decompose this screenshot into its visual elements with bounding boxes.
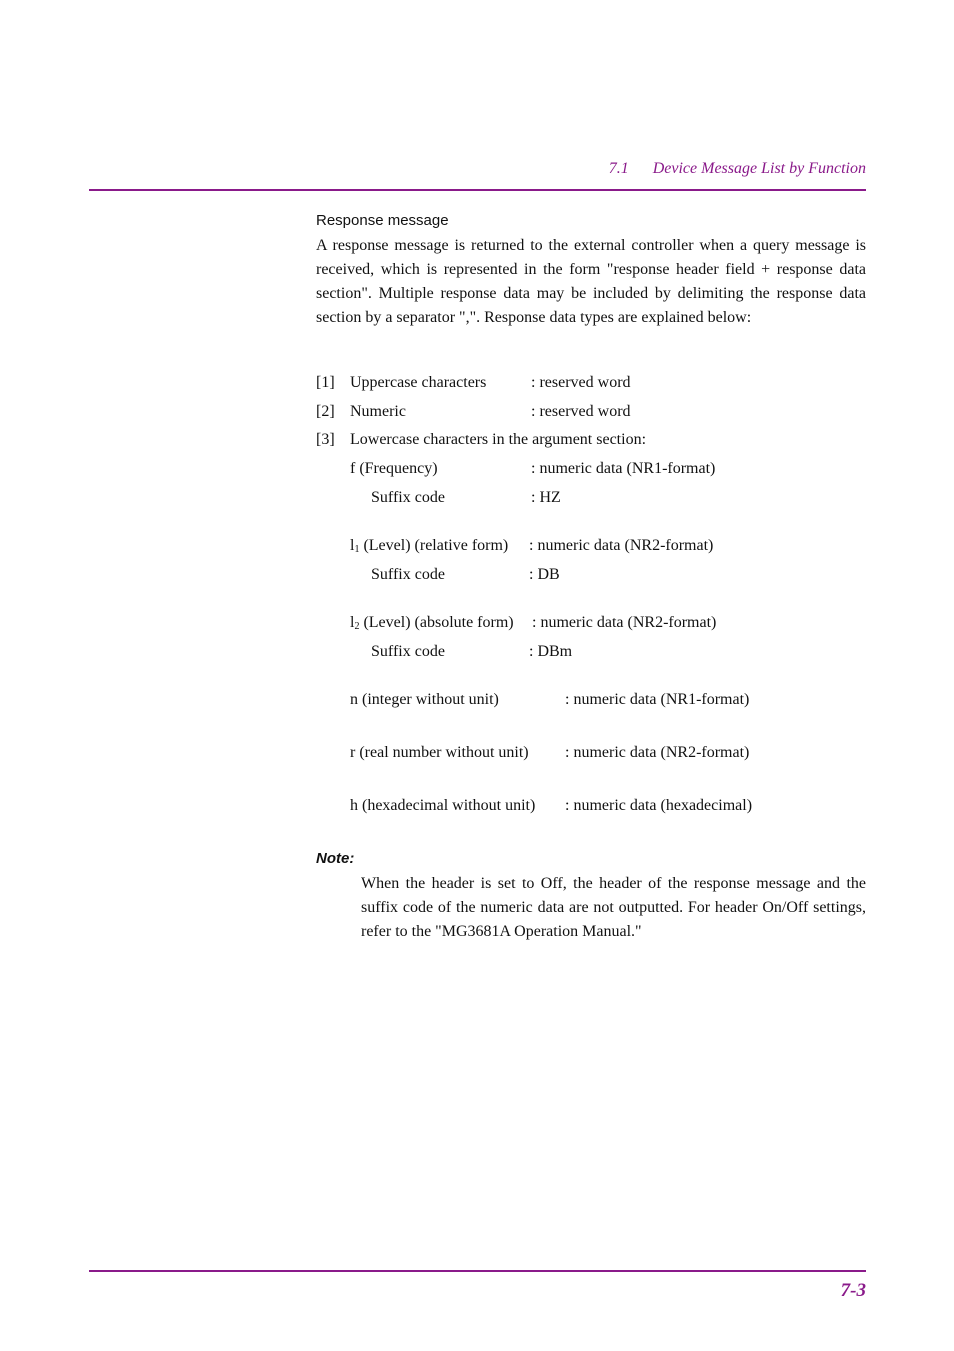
level-relative-suffix-value: : DB [529,566,560,583]
hexadecimal-value: : numeric data (hexadecimal) [565,797,753,814]
integer-label: n (integer without unit) [350,691,499,708]
section-number: 7.1 [608,160,629,177]
item-2-label: Numeric [350,403,406,420]
integer-value: : numeric data (NR1-format) [565,691,750,708]
header-rule [89,189,866,191]
frequency-label: f (Frequency) [350,460,438,477]
item-2-tag: [2] [316,403,335,420]
frequency-suffix-label: Suffix code [371,489,445,506]
frequency-suffix-value: : HZ [531,489,561,506]
real-number-label: r (real number without unit) [350,744,529,761]
level-absolute-subscript: 2 [354,621,360,632]
intro-paragraph: A response message is returned to the external controller when a query message is received, which is represented in the form "response header field + response data section". Multiple response data may be included by delimiting the response data section by a separator ",". Response data types are explained below: [316,237,866,326]
page-number: 7-3 [840,1280,866,1301]
level-absolute-symbol: l [350,614,355,631]
level-absolute-suffix-value: : DBm [529,643,573,660]
level-relative-text: (Level) (relative form) [359,537,509,554]
level-relative-symbol: l [350,537,355,554]
item-1-value: : reserved word [531,374,631,391]
item-3-label: Lowercase characters in the argument section: [350,431,647,448]
item-1-tag: [1] [316,374,335,391]
level-relative-suffix-label: Suffix code [371,566,445,583]
section-heading: Response message [316,212,449,229]
item-1-label: Uppercase characters [350,374,487,391]
item-3-tag: [3] [316,431,335,448]
level-relative-label [350,537,508,555]
level-relative-value: : numeric data (NR2-format) [529,537,714,554]
level-relative-subscript: 1 [354,544,360,555]
level-absolute-label [350,614,514,632]
level-absolute-text: (Level) (absolute form) [359,614,514,631]
hexadecimal-label: h (hexadecimal without unit) [350,797,536,814]
frequency-value: : numeric data (NR1-format) [531,460,716,477]
note-body: When the header is set to Off, the header of the response message and the suffix code of the numeric data are not outputted. For header On/Off settings, refer to the "MG3681A Operation Manual." [361,875,866,940]
level-absolute-suffix-label: Suffix code [371,643,445,660]
real-number-value: : numeric data (NR2-format) [565,744,750,761]
footer-rule [89,1270,866,1272]
section-title: Device Message List by Function [652,160,866,177]
running-header [609,160,866,178]
level-absolute-value: : numeric data (NR2-format) [532,614,717,631]
note-heading: Note: [316,850,355,867]
item-2-value: : reserved word [531,403,631,420]
